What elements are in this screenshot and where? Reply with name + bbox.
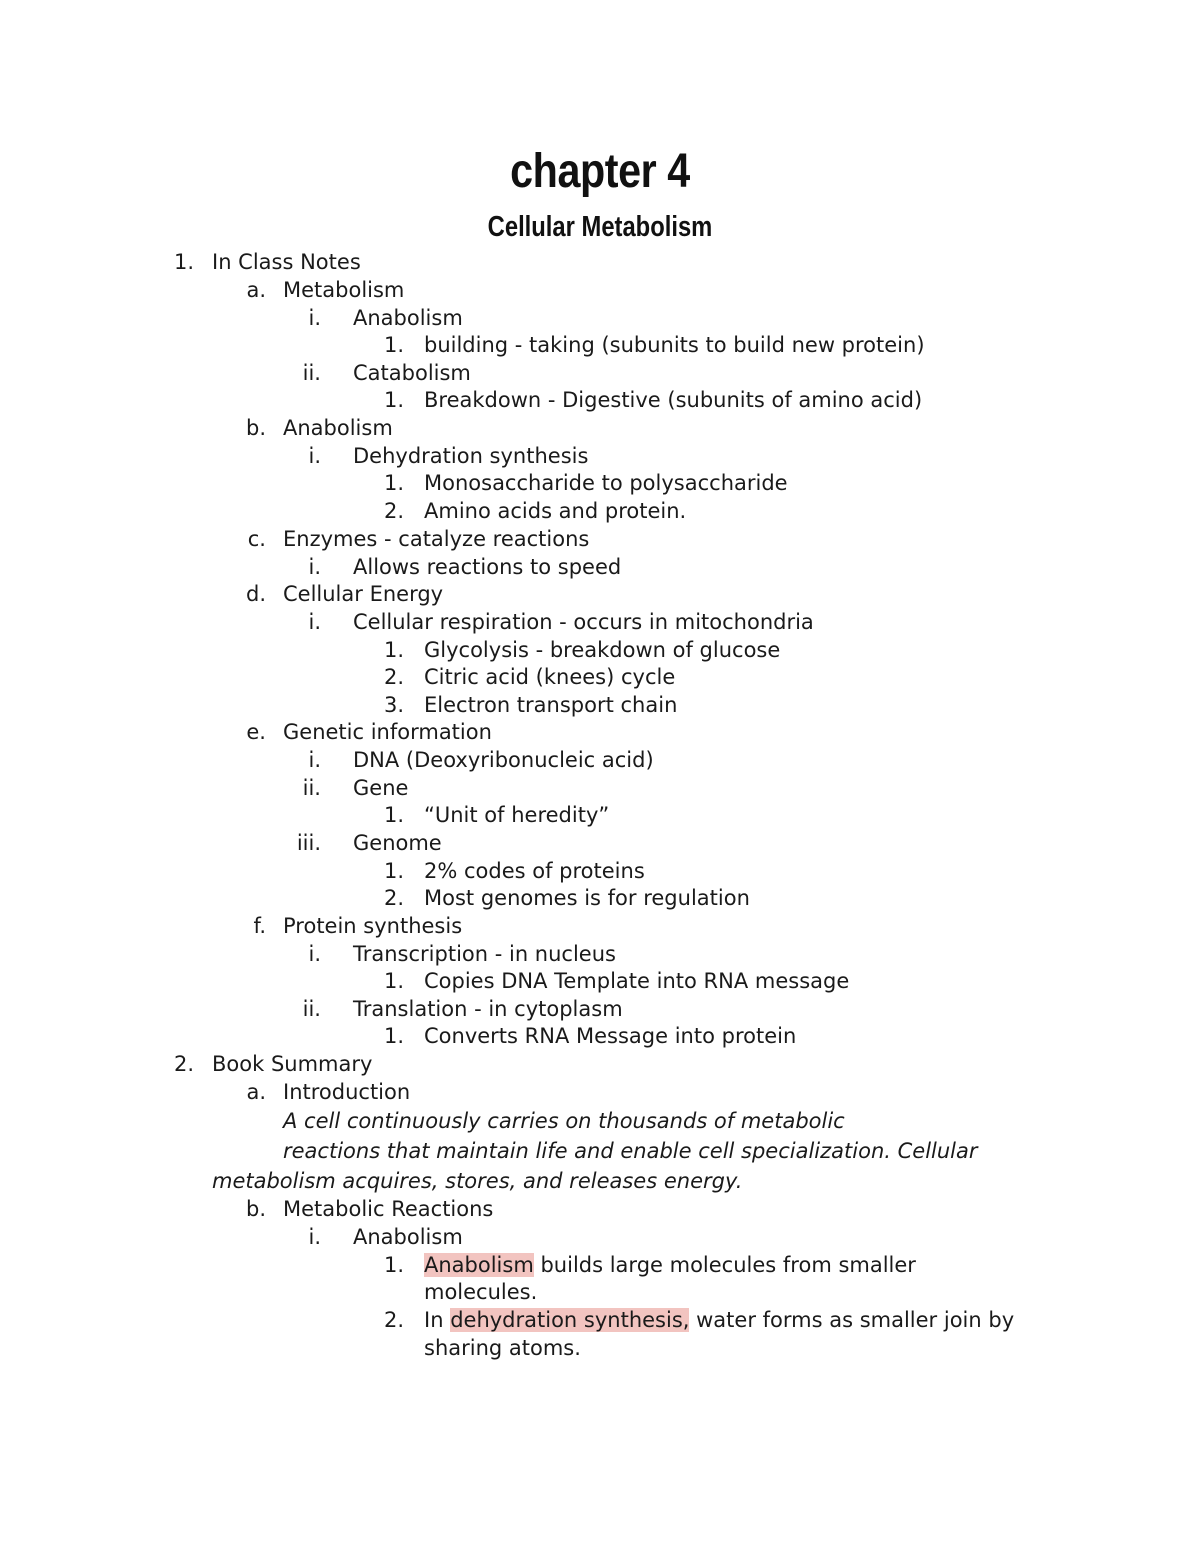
list-item: Protein synthesis xyxy=(283,914,463,938)
list-marker: 1. xyxy=(383,1024,404,1048)
section-heading-book-summary: Book Summary xyxy=(212,1052,373,1076)
list-marker: ii. xyxy=(302,361,321,385)
list-marker: 1. xyxy=(383,333,404,357)
list-item: Monosaccharide to polysaccharide xyxy=(424,471,788,495)
list-marker: i. xyxy=(308,1225,321,1249)
list-item: 2% codes of proteins xyxy=(424,859,645,883)
list-item: Cellular Energy xyxy=(283,582,444,606)
list-item: Enzymes - catalyze reactions xyxy=(283,527,590,551)
list-marker: 1. xyxy=(383,803,404,827)
highlighted-term: Anabolism xyxy=(424,1253,534,1277)
list-marker: i. xyxy=(308,942,321,966)
list-item: Anabolism xyxy=(353,1225,463,1249)
list-item: Introduction xyxy=(283,1080,411,1104)
list-marker: d. xyxy=(245,582,266,606)
list-marker: i. xyxy=(308,748,321,772)
list-item: “Unit of heredity” xyxy=(424,803,610,827)
list-item: Cellular respiration - occurs in mitochondria xyxy=(353,610,814,634)
list-item-continuation: molecules. xyxy=(424,1280,538,1304)
list-item xyxy=(424,1251,916,1279)
list-item: Metabolic Reactions xyxy=(283,1197,494,1221)
list-item: Anabolism xyxy=(283,416,393,440)
list-marker: a. xyxy=(246,1080,266,1104)
list-marker: a. xyxy=(246,278,266,302)
list-item: Citric acid (knees) cycle xyxy=(424,665,676,689)
list-marker: ii. xyxy=(302,776,321,800)
list-marker: 1. xyxy=(383,471,404,495)
intro-paragraph-line: reactions that maintain life and enable cell specialization. Cellular xyxy=(283,1139,978,1163)
list-item: DNA (Deoxyribonucleic acid) xyxy=(353,748,654,772)
list-item: Genome xyxy=(353,831,442,855)
list-item: Metabolism xyxy=(283,278,405,302)
list-item: Most genomes is for regulation xyxy=(424,886,750,910)
list-marker: i. xyxy=(308,555,321,579)
list-item: building - taking (subunits to build new protein) xyxy=(424,333,925,357)
list-item-continuation: sharing atoms. xyxy=(424,1336,581,1360)
list-marker: 2. xyxy=(383,886,404,910)
list-marker: 1. xyxy=(383,1253,404,1277)
list-marker: c. xyxy=(247,527,266,551)
list-item: Glycolysis - breakdown of glucose xyxy=(424,638,781,662)
intro-paragraph-line: metabolism acquires, stores, and releases energy. xyxy=(212,1169,743,1193)
list-marker: i. xyxy=(308,306,321,330)
list-marker: b. xyxy=(245,1197,266,1221)
list-item: Dehydration synthesis xyxy=(353,444,589,468)
list-item: Amino acids and protein. xyxy=(424,499,687,523)
list-marker: f. xyxy=(253,914,266,938)
list-item: Transcription - in nucleus xyxy=(353,942,616,966)
list-marker: 2. xyxy=(383,1308,404,1332)
section-heading-in-class-notes: In Class Notes xyxy=(212,250,361,274)
list-marker: ii. xyxy=(302,997,321,1021)
list-marker: b. xyxy=(245,416,266,440)
list-marker: 1. xyxy=(173,250,194,274)
list-item: Copies DNA Template into RNA message xyxy=(424,969,850,993)
list-item: Converts RNA Message into protein xyxy=(424,1024,797,1048)
list-item-text: In xyxy=(424,1308,451,1332)
list-marker: 3. xyxy=(383,693,404,717)
list-item xyxy=(424,1306,1014,1334)
chapter-subtitle: Cellular Metabolism xyxy=(487,211,713,243)
list-item: Genetic information xyxy=(283,720,492,744)
list-marker: 1. xyxy=(383,859,404,883)
list-item: Breakdown - Digestive (subunits of amino acid) xyxy=(424,388,923,412)
list-item: Catabolism xyxy=(353,361,471,385)
list-item-text: builds large molecules from smaller xyxy=(533,1253,916,1277)
list-marker: iii. xyxy=(296,831,321,855)
list-marker: 2. xyxy=(173,1052,194,1076)
list-marker: 1. xyxy=(383,388,404,412)
list-item-text: water forms as smaller join by xyxy=(689,1308,1015,1332)
list-marker: e. xyxy=(246,720,266,744)
list-item: Electron transport chain xyxy=(424,693,678,717)
highlighted-term: dehydration synthesis, xyxy=(450,1308,690,1332)
list-marker: 1. xyxy=(383,969,404,993)
list-marker: 2. xyxy=(383,499,404,523)
list-item: Gene xyxy=(353,776,409,800)
list-marker: i. xyxy=(308,444,321,468)
list-marker: i. xyxy=(308,610,321,634)
list-item: Allows reactions to speed xyxy=(353,555,622,579)
list-marker: 2. xyxy=(383,665,404,689)
list-item: Anabolism xyxy=(353,306,463,330)
list-marker: 1. xyxy=(383,638,404,662)
list-item: Translation - in cytoplasm xyxy=(353,997,623,1021)
intro-paragraph-line: A cell continuously carries on thousands of metabolic xyxy=(283,1109,845,1133)
chapter-title: chapter 4 xyxy=(510,145,690,198)
